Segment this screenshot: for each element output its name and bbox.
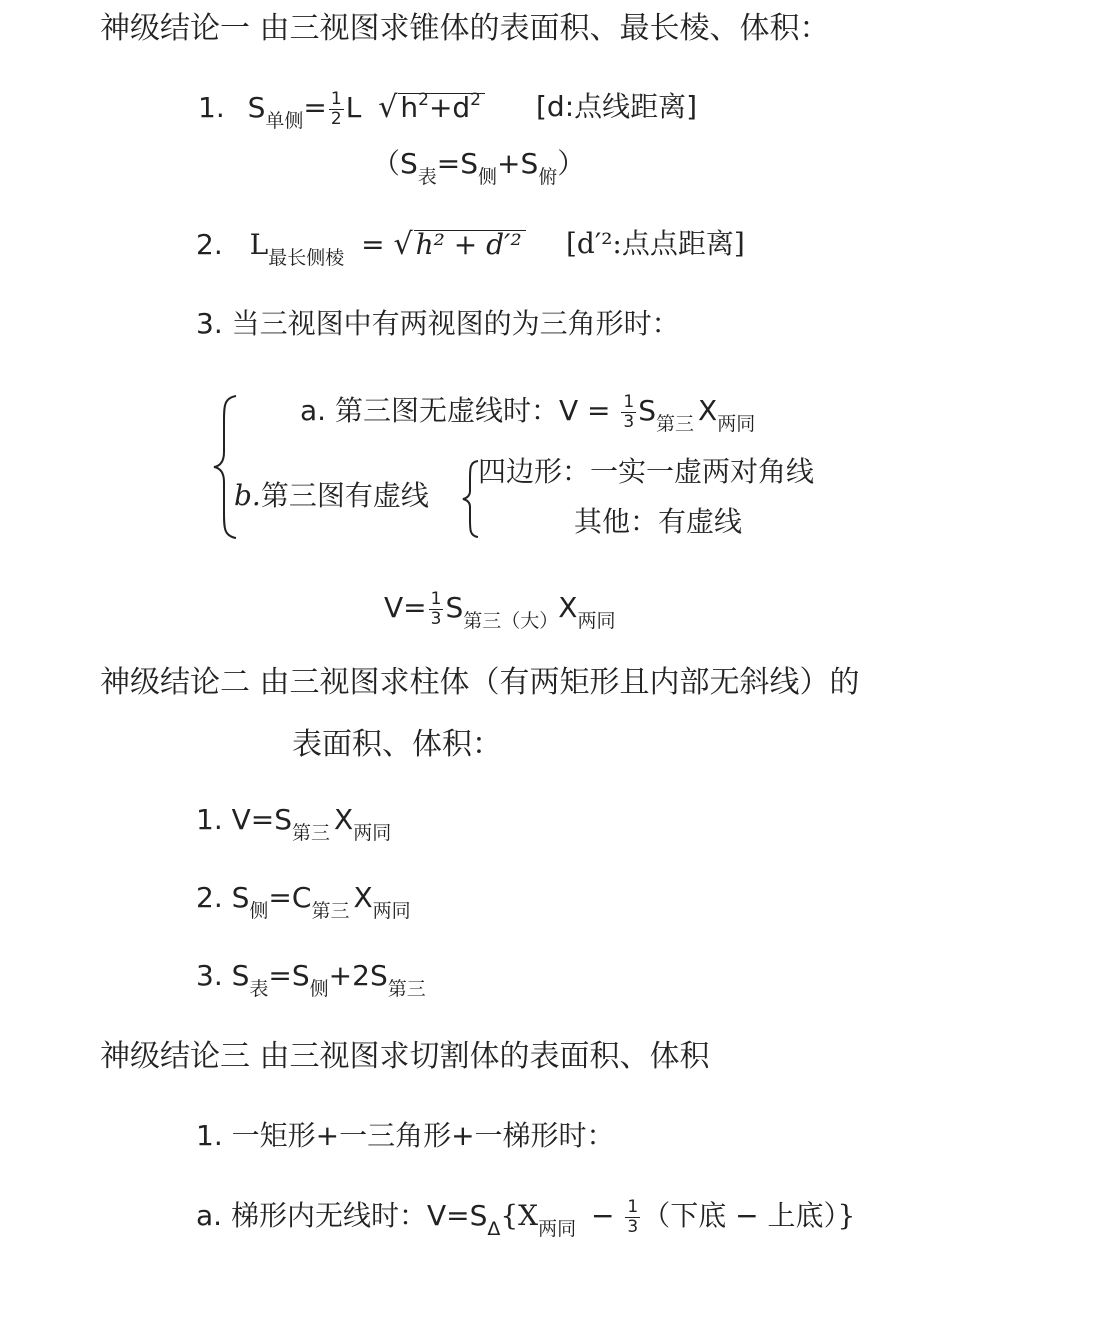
subscript-third: 第三 — [656, 413, 695, 436]
conclusion2-item3 — [196, 959, 426, 1000]
case-b-branch-other: 其他：有虚线 — [574, 505, 743, 538]
v-equals: V= — [384, 591, 427, 625]
open-paren-s: （S — [372, 147, 418, 180]
subscript-third-large: 第三（大） — [463, 610, 559, 633]
radicand-plus-d: +d — [428, 91, 471, 125]
left-brace — [212, 392, 240, 542]
fraction-numerator: 1 — [623, 392, 635, 412]
conclusion2-item1 — [196, 803, 392, 844]
item-number: 1. — [198, 91, 225, 125]
fraction-denominator: 3 — [430, 608, 442, 629]
equals-sign: = — [361, 228, 385, 261]
symbol-s: S — [231, 959, 250, 992]
case-b — [234, 479, 429, 512]
subscript-third: 第三 — [387, 978, 426, 1000]
fraction-one-half — [329, 90, 344, 128]
item-number: 2. — [196, 881, 223, 914]
subscript-single-side: 单侧 — [265, 110, 304, 133]
subscript-two-same: 两同 — [717, 413, 756, 436]
v-equals-s: V=S — [231, 803, 293, 836]
subscript-third: 第三 — [311, 900, 350, 922]
subscript-two-same: 两同 — [577, 610, 616, 633]
conclusion3-item-a — [196, 1197, 856, 1241]
conclusion2-title-line2: 表面积、体积： — [292, 727, 502, 762]
equals-sign: = — [303, 91, 327, 125]
subscript-top-view: 俯 — [538, 166, 558, 188]
close-brace: } — [837, 1199, 856, 1233]
equals-s: =S — [268, 959, 310, 992]
case-a-label: a. 第三图无虚线时：V = — [300, 394, 611, 428]
subscript-side: 侧 — [249, 900, 269, 922]
exponent-2: 2 — [418, 90, 429, 111]
open-brace-x: {X — [500, 1199, 539, 1233]
close-paren: ） — [557, 147, 586, 180]
fraction-numerator: 1 — [430, 589, 442, 609]
symbol-l: L — [249, 228, 269, 261]
conclusion2-item2 — [196, 881, 411, 922]
case-b-branch-quadrilateral: 四边形：一实一虚两对角线 — [478, 455, 815, 488]
radicand: h² + d′² — [414, 230, 526, 259]
conclusion1-item3: 3. 当三视图中有两视图的为三角形时： — [196, 307, 680, 340]
case-a — [300, 392, 756, 436]
subscript-side: 侧 — [309, 978, 329, 1000]
plus-s: +S — [497, 147, 539, 180]
conclusion2-title-line1: 神级结论二 由三视图求柱体（有两矩形且内部无斜线）的 — [100, 665, 860, 700]
case-b-text: 第三图有虚线 — [260, 479, 429, 512]
conclusion3-item1: 1. 一矩形+一三角形+一梯形时： — [196, 1119, 615, 1152]
fraction-one-third — [621, 393, 636, 431]
equals-s: =S — [436, 147, 479, 180]
symbol-l: L — [345, 91, 362, 125]
fraction-numerator: 1 — [330, 89, 342, 109]
exponent-2: 2 — [470, 90, 481, 111]
symbol-x: X — [353, 881, 373, 914]
subscript-two-same: 两同 — [353, 822, 392, 844]
item-number: 3. — [196, 959, 223, 992]
item-number: 2. — [196, 228, 223, 261]
surface-formula — [372, 147, 586, 188]
paren-expression: （下底 − 上底） — [642, 1199, 838, 1233]
fraction-denominator: 2 — [330, 108, 342, 129]
item-number: 1. — [196, 803, 223, 836]
symbol-s: S — [247, 91, 266, 125]
subscript-longest-edge: 最长侧棱 — [268, 247, 345, 269]
subscript-delta: Δ — [487, 1218, 501, 1241]
symbol-s: S — [231, 881, 250, 914]
fraction-one-third — [625, 1198, 640, 1236]
subscript-two-same: 两同 — [372, 900, 411, 922]
symbol-x: X — [558, 591, 578, 625]
subscript-surface: 表 — [249, 978, 269, 1000]
volume-formula — [384, 589, 616, 633]
plus-2s: +2S — [328, 959, 388, 992]
subscript-side: 侧 — [478, 166, 498, 188]
conclusion1-item2 — [196, 227, 526, 269]
conclusion1-item1 — [198, 89, 485, 133]
conclusion1-title: 神级结论一 由三视图求锥体的表面积、最长棱、体积： — [100, 11, 830, 46]
note-point-line-distance: [d:点线距离] — [536, 90, 698, 123]
fraction-one-third — [429, 590, 444, 628]
fraction-denominator: 3 — [623, 411, 635, 432]
subscript-surface: 表 — [417, 166, 437, 188]
symbol-x: X — [334, 803, 354, 836]
radicand-h: h — [400, 91, 419, 125]
minus-sign: − — [591, 1199, 615, 1233]
equals-c: =C — [268, 881, 312, 914]
symbol-x: X — [698, 394, 718, 428]
radical-sign: √ — [378, 90, 398, 126]
case-b-label: b. — [234, 479, 261, 512]
subscript-third: 第三 — [292, 822, 331, 844]
radical-sign: √ — [393, 227, 413, 262]
note-point-point-distance: [d′²:点点距离] — [566, 227, 745, 260]
fraction-numerator: 1 — [627, 1197, 639, 1217]
fraction-denominator: 3 — [627, 1216, 639, 1237]
symbol-s: S — [638, 394, 656, 428]
conclusion3-title: 神级结论三 由三视图求切割体的表面积、体积 — [100, 1039, 710, 1074]
symbol-s: S — [445, 591, 464, 625]
radicand — [398, 90, 485, 125]
subscript-two-same: 两同 — [538, 1218, 577, 1241]
item-a-label: a. 梯形内无线时：V=S — [196, 1199, 488, 1233]
